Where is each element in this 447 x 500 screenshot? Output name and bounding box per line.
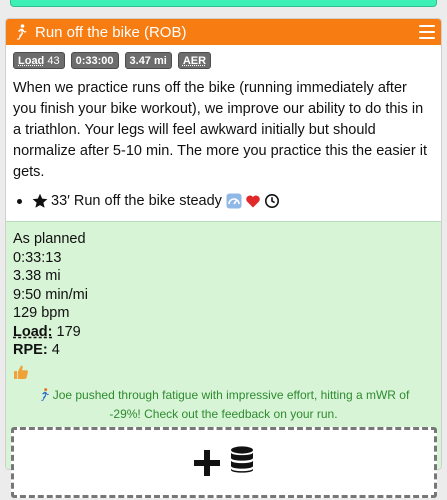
clock-icon <box>264 193 280 209</box>
load-badge-label: Load <box>18 55 45 67</box>
load-badge[interactable] <box>13 52 65 69</box>
runner-icon <box>14 23 30 41</box>
database-icon[interactable] <box>230 446 254 479</box>
speedometer-icon <box>226 193 242 209</box>
result-heart-rate: 129 bpm <box>13 305 70 321</box>
add-workout-dropzone[interactable] <box>11 427 437 498</box>
load-badge-value: 43 <box>47 55 60 67</box>
zone-badge-label: AER <box>182 55 207 67</box>
workout-step <box>6 183 441 221</box>
result-rpe <box>13 341 434 360</box>
plus-icon[interactable] <box>194 450 220 476</box>
workout-header <box>6 19 441 45</box>
run-feedback-text[interactable]: Joe pushed through fatigue with impressive effort, hitting a mWR of -29%! Check out the feedback on your run. <box>52 387 410 421</box>
duration-badge: 0:33:00 <box>71 52 119 69</box>
workout-title: Run off the bike (ROB) <box>35 23 187 41</box>
list-bullet <box>17 199 22 204</box>
result-load <box>13 323 434 342</box>
workout-step-text: 33′ Run off the bike steady <box>51 193 222 209</box>
result-load-label[interactable]: Load: <box>13 323 53 340</box>
heart-icon <box>245 193 261 209</box>
thumbs-up-icon[interactable] <box>13 362 434 382</box>
previous-card-button-edge[interactable] <box>10 0 437 7</box>
result-load-value: 179 <box>56 323 81 340</box>
workout-description: When we practice runs off the bike (running immediately after you finish your bike workout), we improve our ability to do this in a triathlon. Your legs will feel awkward initially but should normalize after 5-10 min. The more you practice this the easier it gets. <box>13 80 427 180</box>
result-rpe-value: 4 <box>51 342 60 358</box>
star-icon <box>32 193 48 209</box>
result-status: As planned <box>13 231 86 247</box>
result-rpe-label: RPE: <box>13 342 48 358</box>
hamburger-menu-icon[interactable] <box>419 25 435 39</box>
result-duration: 0:33:13 <box>13 249 62 266</box>
run-feedback-message <box>13 382 434 428</box>
distance-badge: 3.47 mi <box>125 52 172 69</box>
result-pace: 9:50 min/mi <box>13 286 88 303</box>
workout-card <box>5 18 442 470</box>
zone-badge[interactable] <box>178 52 211 69</box>
runner-icon <box>38 388 51 401</box>
result-distance: 3.38 mi <box>13 268 61 284</box>
workout-badges <box>6 45 441 75</box>
